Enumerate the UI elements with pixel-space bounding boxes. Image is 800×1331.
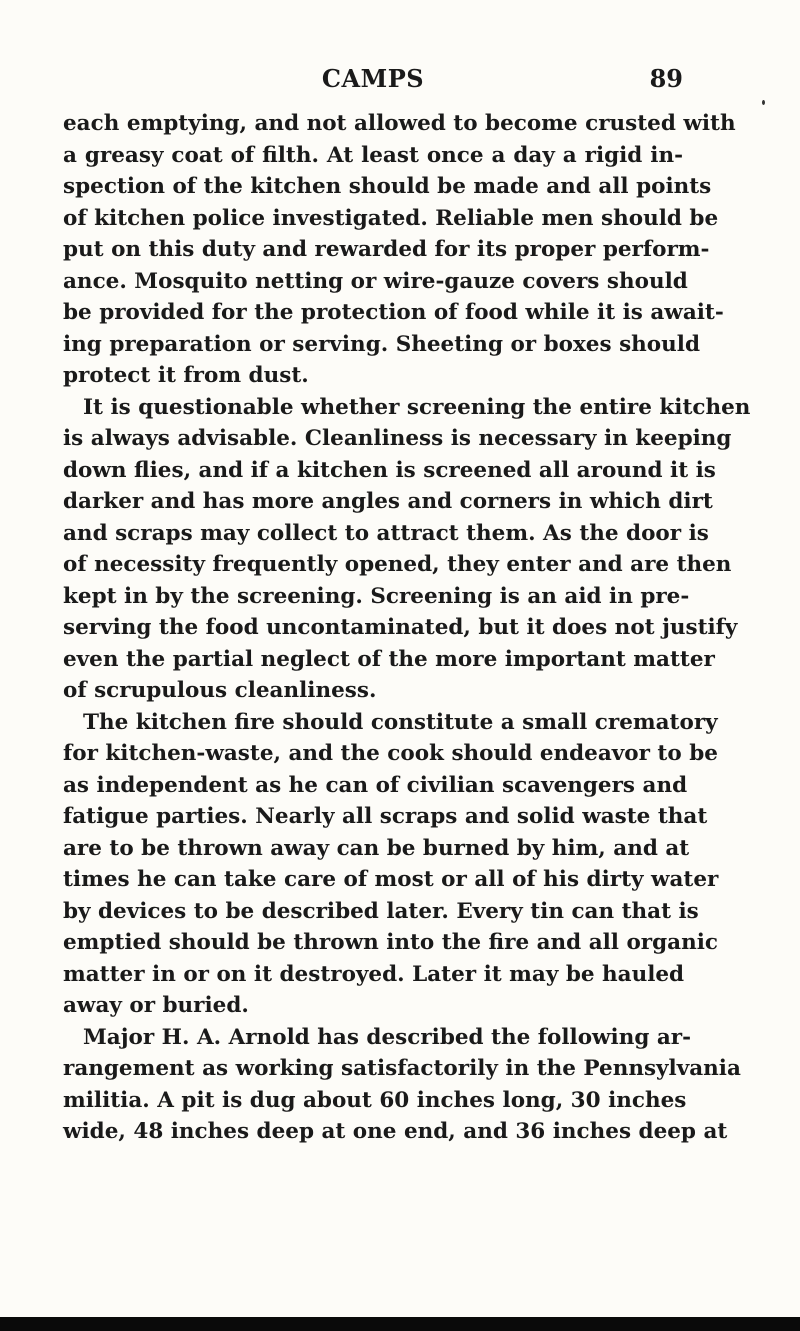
text-line: times he can take care of most or all of his dirty water <box>63 867 719 892</box>
scan-edge-bar <box>0 1317 800 1331</box>
paragraph <box>63 1022 741 1148</box>
text-line: matter in or on it destroyed. Later it may be hauled <box>63 961 685 987</box>
text-line: of scrupulous cleanliness. <box>63 678 377 703</box>
text-line: away or buried. <box>63 993 249 1018</box>
text-line: by devices to be described later. Every tin can that is <box>63 898 699 924</box>
text-line: fatigue parties. Nearly all scraps and solid waste that <box>63 804 708 829</box>
text-line: Major H. A. Arnold has described the following ar- <box>83 1024 692 1050</box>
text-line: kept in by the screening. Screening is an aid in pre- <box>63 583 690 609</box>
text-line: ing preparation or serving. Sheeting or boxes should <box>63 331 700 357</box>
text-line: serving the food uncontaminated, but it does not justify <box>63 615 738 640</box>
running-head <box>63 64 683 104</box>
text-line: and scraps may collect to attract them. As the door is <box>63 520 709 546</box>
text-line: rangement as working satisfactorily in the Pennsylvania <box>63 1056 741 1081</box>
text-line: as independent as he can of civilian scavengers and <box>63 772 688 798</box>
text-line: wide, 48 inches deep at one end, and 36 inches deep at <box>63 1119 728 1144</box>
text-line: are to be thrown away can be burned by him, and at <box>63 835 690 861</box>
paragraph <box>63 707 719 1022</box>
text-line: It is questionable whether screening the entire kitchen <box>83 394 751 420</box>
text-line: down flies, and if a kitchen is screened all around it is <box>63 457 716 483</box>
print-speck <box>762 100 765 105</box>
text-line: be provided for the protection of food while it is await- <box>63 300 724 325</box>
text-line: protect it from dust. <box>63 363 309 388</box>
text-line: of necessity frequently opened, they enter and are then <box>63 552 732 577</box>
text-line: darker and has more angles and corners in which dirt <box>63 489 713 514</box>
text-line: militia. A pit is dug about 60 inches long, 30 inches <box>63 1087 687 1113</box>
text-line: spection of the kitchen should be made and all points <box>63 174 712 199</box>
body-text <box>63 108 751 1148</box>
text-line: for kitchen-waste, and the cook should endeavor to be <box>63 741 718 766</box>
page-number: 89 <box>649 64 683 93</box>
running-title: CAMPS <box>321 64 425 93</box>
text-line: is always advisable. Cleanliness is necessary in keeping <box>63 426 732 451</box>
paragraph <box>63 392 751 707</box>
text-line: even the partial neglect of the more important matter <box>63 646 715 672</box>
text-line: The kitchen fire should constitute a small crematory <box>83 709 718 735</box>
text-line: each emptying, and not allowed to become crusted with <box>63 111 736 136</box>
text-line: of kitchen police investigated. Reliable men should be <box>63 205 719 231</box>
text-line: emptied should be thrown into the fire and all organic <box>63 930 718 955</box>
text-line: a greasy coat of filth. At least once a day a rigid in- <box>63 142 683 168</box>
text-line: put on this duty and rewarded for its proper perform- <box>63 237 710 262</box>
text-line: ance. Mosquito netting or wire-gauze covers should <box>63 268 688 294</box>
paragraph <box>63 108 736 392</box>
